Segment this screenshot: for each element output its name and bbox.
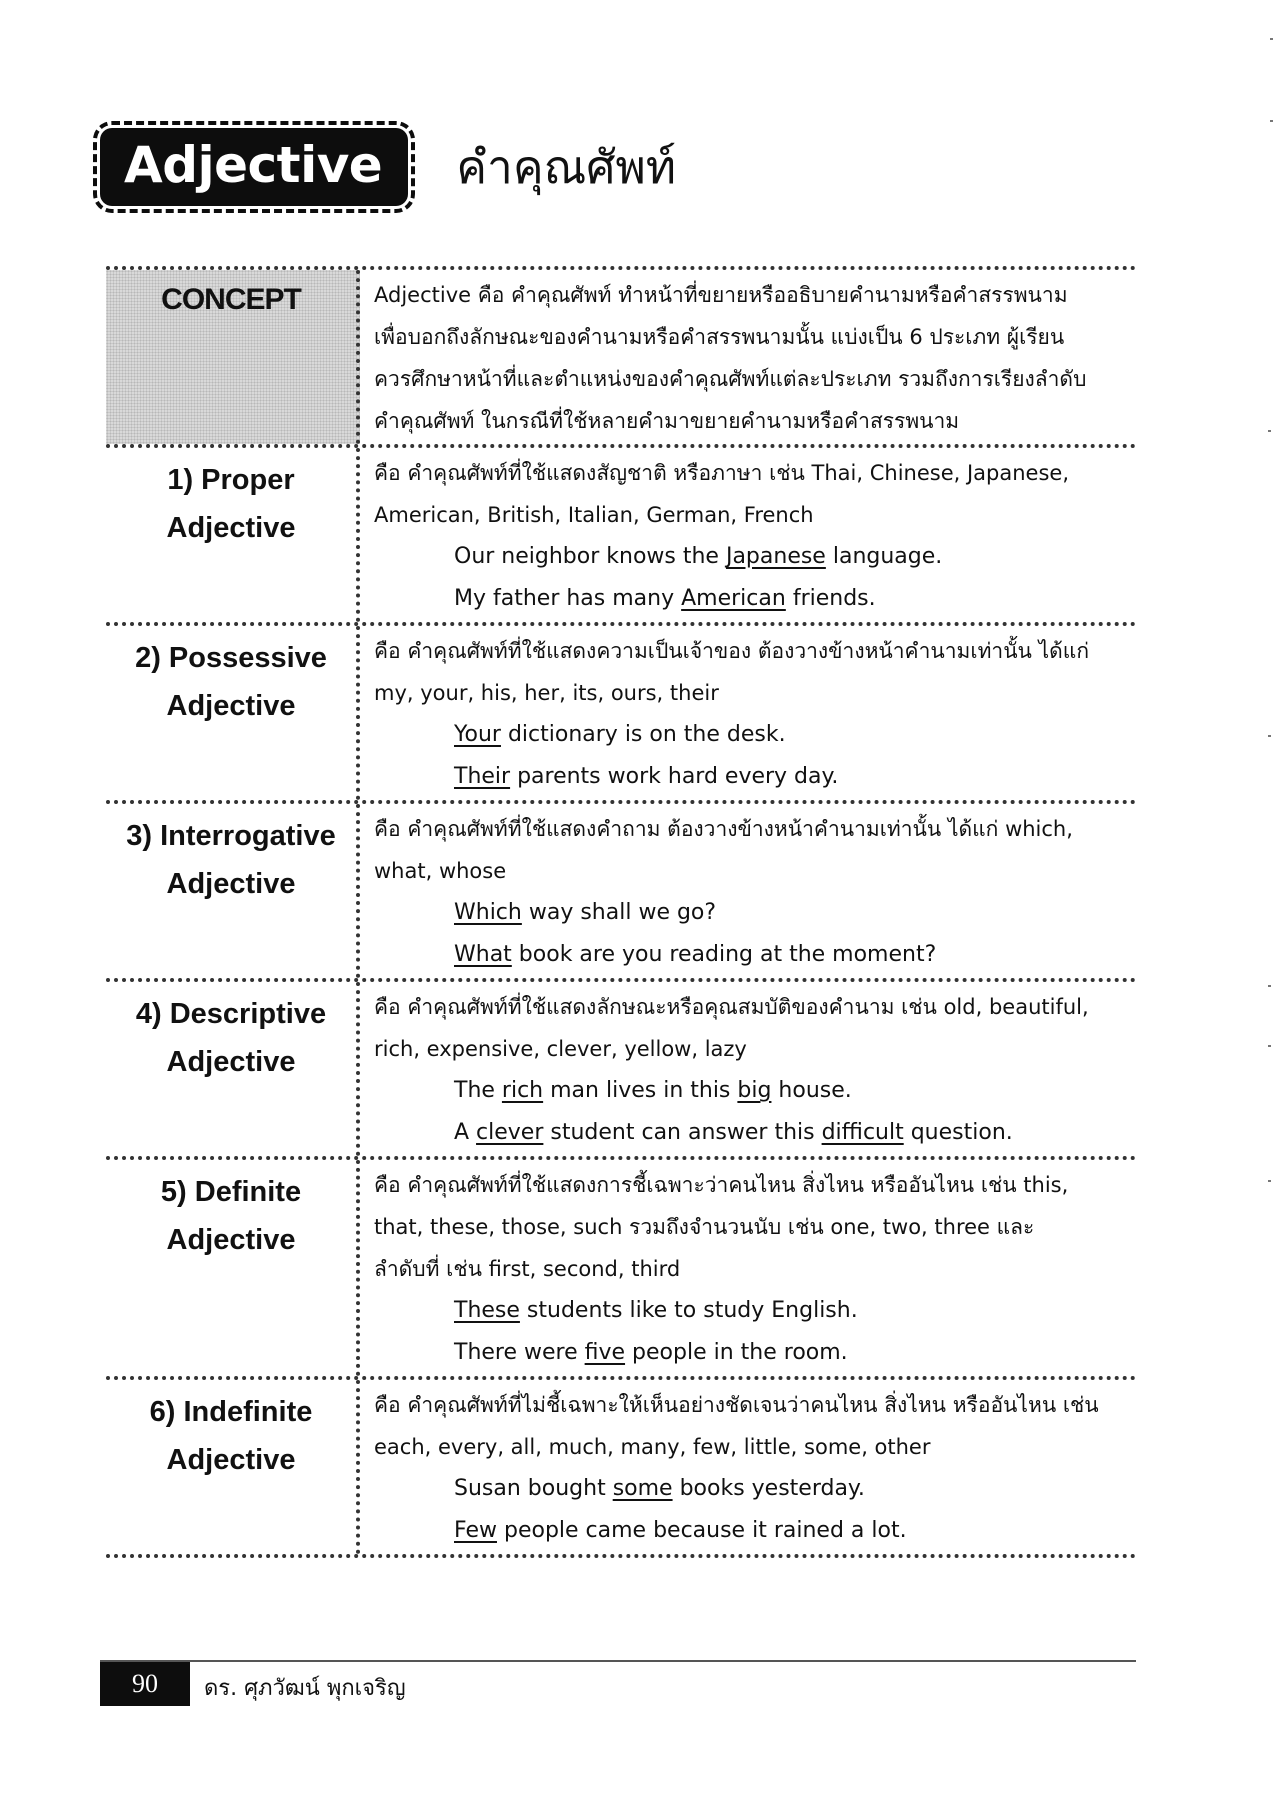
type-row-possessive bbox=[106, 622, 1136, 800]
example-sentence: A clever student can answer this difficult question. bbox=[454, 1120, 1013, 1145]
concept-line: เพื่อบอกถึงลักษณะของคำนามหรือคำสรรพนามนั้น แบ่งเป็น 6 ประเภท ผู้เรียน bbox=[374, 325, 1065, 349]
underlined-word: What bbox=[454, 942, 512, 967]
definition-line: American, British, Italian, German, French bbox=[374, 503, 814, 527]
example-sentence: The rich man lives in this big house. bbox=[454, 1078, 852, 1103]
concept-row bbox=[106, 270, 1136, 444]
type-label bbox=[106, 804, 360, 978]
example-sentence: Our neighbor knows the Japanese language. bbox=[454, 544, 943, 569]
definition-line: what, whose bbox=[374, 859, 507, 883]
example-sentence: Which way shall we go? bbox=[454, 900, 717, 925]
example-sentence: There were five people in the room. bbox=[454, 1340, 848, 1365]
example-sentence: These students like to study English. bbox=[454, 1298, 858, 1323]
example-sentence: Their parents work hard every day. bbox=[454, 764, 839, 789]
type-row-interrogative bbox=[106, 800, 1136, 978]
page-number: 90 bbox=[100, 1662, 190, 1706]
concept-label: CONCEPT bbox=[106, 270, 360, 444]
type-content bbox=[360, 1380, 1136, 1554]
example-sentence: What book are you reading at the moment? bbox=[454, 942, 937, 967]
type-row-definite bbox=[106, 1156, 1136, 1376]
definition-line: คือ คำคุณศัพท์ที่ไม่ชี้เฉพาะให้เห็นอย่างชัดเจนว่าคนไหน สิ่งไหน หรืออันไหน เช่น bbox=[374, 1393, 1099, 1417]
definition-line: ลำดับที่ เช่น first, second, third bbox=[374, 1257, 681, 1281]
underlined-word: five bbox=[584, 1340, 626, 1365]
definition-line: คือ คำคุณศัพท์ที่ใช้แสดงสัญชาติ หรือภาษา เช่น Thai, Chinese, Japanese, bbox=[374, 461, 1069, 485]
underlined-word: rich bbox=[501, 1078, 544, 1103]
underlined-word: difficult bbox=[821, 1120, 904, 1145]
type-label-line1: 4) Descriptive bbox=[135, 998, 327, 1030]
type-content bbox=[360, 982, 1136, 1156]
concept-line: ควรศึกษาหน้าที่และตำแหน่งของคำคุณศัพท์แต่ละประเภท รวมถึงการเรียงลำดับ bbox=[374, 367, 1087, 391]
underlined-word: Which bbox=[454, 900, 522, 925]
underlined-word: American bbox=[681, 586, 786, 611]
type-label bbox=[106, 982, 360, 1156]
underlined-word: Few bbox=[454, 1518, 497, 1543]
type-label-line1: 2) Possessive bbox=[135, 642, 327, 674]
author-name: ดร. ศุภวัฒน์ พุกเจริญ bbox=[204, 1676, 406, 1701]
scan-mark bbox=[1268, 735, 1271, 737]
type-label-line2: Adjective bbox=[166, 512, 296, 544]
definition-line: that, these, those, such รวมถึงจำนวนนับ เช่น one, two, three และ bbox=[374, 1215, 1035, 1239]
scan-mark bbox=[1268, 985, 1271, 987]
type-label bbox=[106, 626, 360, 800]
underlined-word: These bbox=[454, 1298, 520, 1323]
type-label-line1: 3) Interrogative bbox=[126, 820, 336, 852]
definition-line: คือ คำคุณศัพท์ที่ใช้แสดงลักษณะหรือคุณสมบัติของคำนาม เช่น old, beautiful, bbox=[374, 995, 1089, 1019]
type-label bbox=[106, 448, 360, 622]
underlined-word: big bbox=[737, 1078, 772, 1103]
type-label bbox=[106, 1380, 360, 1554]
scan-mark bbox=[1270, 38, 1273, 40]
definition-line: คือ คำคุณศัพท์ที่ใช้แสดงความเป็นเจ้าของ ต้องวางข้างหน้าคำนามเท่านั้น ได้แก่ bbox=[374, 639, 1090, 663]
type-label-line2: Adjective bbox=[166, 1444, 296, 1476]
example-sentence: Susan bought some books yesterday. bbox=[454, 1476, 865, 1501]
title-badge: Adjective bbox=[100, 128, 408, 206]
underlined-word: clever bbox=[476, 1120, 544, 1145]
type-label-line2: Adjective bbox=[166, 690, 296, 722]
example-sentence: Your dictionary is on the desk. bbox=[454, 722, 786, 747]
underlined-word: Japanese bbox=[725, 544, 826, 569]
concept-text bbox=[360, 270, 1136, 444]
type-label bbox=[106, 1160, 360, 1376]
adjective-table bbox=[106, 266, 1136, 1558]
definition-line: rich, expensive, clever, yellow, lazy bbox=[374, 1037, 747, 1061]
underlined-word: Their bbox=[454, 764, 511, 789]
type-row-descriptive bbox=[106, 978, 1136, 1156]
scan-mark bbox=[1268, 1045, 1271, 1047]
page-footer bbox=[100, 1660, 1136, 1701]
type-label-line2: Adjective bbox=[166, 1046, 296, 1078]
page-title bbox=[100, 128, 676, 206]
scan-mark bbox=[1268, 430, 1271, 432]
type-label-line2: Adjective bbox=[166, 868, 296, 900]
definition-line: คือ คำคุณศัพท์ที่ใช้แสดงการชี้เฉพาะว่าคนไหน สิ่งไหน หรืออันไหน เช่น this, bbox=[374, 1173, 1069, 1197]
scan-mark bbox=[1270, 120, 1273, 122]
example-sentence: My father has many American friends. bbox=[454, 586, 876, 611]
type-content bbox=[360, 626, 1136, 800]
type-row-proper bbox=[106, 444, 1136, 622]
title-thai: คำคุณศัพท์ bbox=[456, 139, 677, 194]
underlined-word: some bbox=[612, 1476, 673, 1501]
type-label-line1: 6) Indefinite bbox=[149, 1396, 313, 1428]
scan-mark bbox=[1268, 1180, 1271, 1182]
type-row-indefinite bbox=[106, 1376, 1136, 1554]
type-label-line1: 5) Definite bbox=[160, 1176, 302, 1208]
type-label-line1: 1) Proper bbox=[167, 464, 295, 496]
definition-line: my, your, his, her, its, ours, their bbox=[374, 681, 719, 705]
example-sentence: Few people came because it rained a lot. bbox=[454, 1518, 907, 1543]
concept-line: คำคุณศัพท์ ในกรณีที่ใช้หลายคำมาขยายคำนามหรือคำสรรพนาม bbox=[374, 409, 960, 433]
definition-line: คือ คำคุณศัพท์ที่ใช้แสดงคำถาม ต้องวางข้างหน้าคำนามเท่านั้น ได้แก่ which, bbox=[374, 817, 1073, 841]
type-content bbox=[360, 804, 1136, 978]
type-content bbox=[360, 448, 1136, 622]
type-content bbox=[360, 1160, 1136, 1376]
concept-line: Adjective คือ คำคุณศัพท์ ทำหน้าที่ขยายหรืออธิบายคำนามหรือคำสรรพนาม bbox=[374, 283, 1068, 307]
type-label-line2: Adjective bbox=[166, 1224, 296, 1256]
underlined-word: Your bbox=[454, 722, 501, 747]
definition-line: each, every, all, much, many, few, little, some, other bbox=[374, 1435, 931, 1459]
